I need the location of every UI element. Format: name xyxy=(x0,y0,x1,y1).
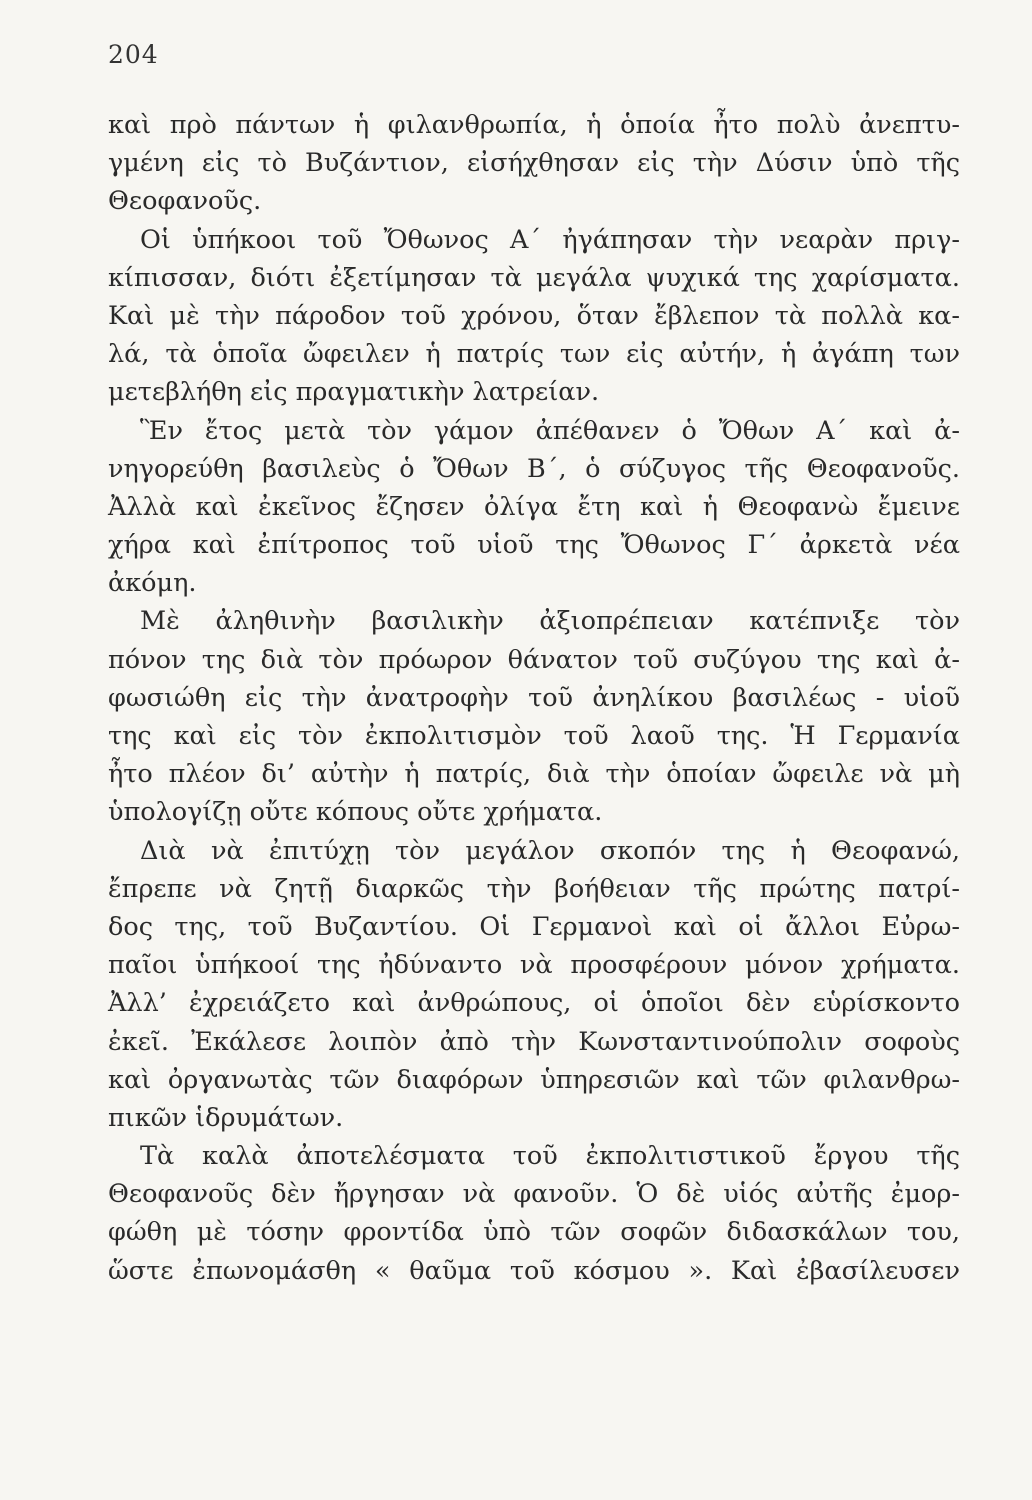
text-line: Τὰ καλὰ ἀποτελέσματα τοῦ ἐκπολιτιστικοῦ ἔργου τῆς xyxy=(140,1141,960,1172)
text-line: Θεοφανοῦς δὲν ἤργησαν νὰ φανοῦν. Ὁ δὲ υἱός αὐτῆς ἐμορ- xyxy=(108,1179,960,1210)
body-text xyxy=(108,106,960,1290)
text-line: καὶ πρὸ πάντων ἡ φιλανθρωπία, ἡ ὁποία ἦτο πολὺ ἀνεπτυ- xyxy=(108,110,960,140)
text-line: καὶ ὀργανωτὰς τῶν διαφόρων ὑπηρεσιῶν καὶ τῶν φιλανθρω- xyxy=(108,1064,960,1095)
text-line: φώθη μὲ τόσην φροντίδα ὑπὸ τῶν σοφῶν διδασκάλων του, xyxy=(108,1217,960,1248)
text-line: ἔπρεπε νὰ ζητῇ διαρκῶς τὴν βοήθειαν τῆς πρώτης πατρί- xyxy=(108,873,960,904)
text-line: Ἀλλ’ ἐχρειάζετο καὶ ἀνθρώπους, οἱ ὁποῖοι δὲν εὑρίσκοντο xyxy=(108,988,960,1019)
text-line: φωσιώθη εἰς τὴν ἀνατροφὴν τοῦ ἀνηλίκου βασιλέως - υἱοῦ xyxy=(108,682,960,713)
text-line: Ἓν ἔτος μετὰ τὸν γάμον ἀπέθανεν ὁ Ὄθων Α΄ καὶ ἀ- xyxy=(140,415,960,446)
text-line: Μὲ ἀληθινὴν βασιλικὴν ἀξιοπρέπειαν κατέπνιξε τὸν xyxy=(140,606,960,637)
text-line: μετεβλήθη εἰς πραγματικὴν λατρείαν. xyxy=(108,377,600,408)
text-line: Διὰ νὰ ἐπιτύχῃ τὸν μεγάλον σκοπόν της ἡ Θεοφανώ, xyxy=(140,835,960,866)
text-line: ἐκεῖ. Ἐκάλεσε λοιπὸν ἀπὸ τὴν Κωνσταντινούπολιν σοφοὺς xyxy=(108,1026,960,1057)
text-line: της καὶ εἰς τὸν ἐκπολιτισμὸν τοῦ λαοῦ της. Ἡ Γερμανία xyxy=(108,721,960,751)
text-line: ἀκόμη. xyxy=(108,568,197,599)
text-line: παῖοι ὑπήκοοί της ἠδύναντο νὰ προσφέρουν μόνον χρήματα. xyxy=(108,950,960,981)
text-line: νηγορεύθη βασιλεὺς ὁ Ὄθων Β΄, ὁ σύζυγος τῆς Θεοφανοῦς. xyxy=(108,453,960,484)
page-number: 204 xyxy=(108,40,159,69)
text-line: χήρα καὶ ἐπίτροπος τοῦ υἱοῦ της Ὄθωνος Γ΄ ἀρκετὰ νέα xyxy=(108,530,960,561)
text-line: κίπισσαν, διότι ἐξετίμησαν τὰ μεγάλα ψυχικά της χαρίσματα. xyxy=(108,262,960,293)
text-line: δος της, τοῦ Βυζαντίου. Οἱ Γερμανοὶ καὶ οἱ ἄλλοι Εὐρω- xyxy=(108,911,960,942)
text-line: Οἱ ὑπήκοοι τοῦ Ὄθωνος Α΄ ἠγάπησαν τὴν νεαρὰν πριγ- xyxy=(140,224,960,255)
text-line: λά, τὰ ὁποῖα ὤφειλεν ἡ πατρίς των εἰς αὐτήν, ἡ ἀγάπη των xyxy=(108,339,960,370)
text-line: Θεοφανοῦς. xyxy=(108,186,262,217)
text-line: πικῶν ἱδρυμάτων. xyxy=(108,1102,344,1133)
text-line: ὥστε ἐπωνομάσθη « θαῦμα τοῦ κόσμου ». Καὶ ἐβασίλευσεν xyxy=(108,1255,960,1286)
text-line: πόνον της διὰ τὸν πρόωρον θάνατον τοῦ συζύγου της καὶ ἀ- xyxy=(108,644,960,675)
text-line: ὑπολογίζῃ οὔτε κόπους οὔτε χρήματα. xyxy=(108,797,603,828)
text-line: Καὶ μὲ τὴν πάροδον τοῦ χρόνου, ὅταν ἔβλεπον τὰ πολλὰ κα- xyxy=(108,300,960,331)
text-line: Ἀλλὰ καὶ ἐκεῖνος ἔζησεν ὀλίγα ἔτη καὶ ἡ Θεοφανὼ ἔμεινε xyxy=(108,491,960,522)
text-line: ἦτο πλέον δι’ αὐτὴν ἡ πατρίς, διὰ τὴν ὁποίαν ὤφειλε νὰ μὴ xyxy=(108,759,960,790)
text-line: γμένη εἰς τὸ Βυζάντιον, εἰσήχθησαν εἰς τὴν Δύσιν ὑπὸ τῆς xyxy=(108,148,960,179)
